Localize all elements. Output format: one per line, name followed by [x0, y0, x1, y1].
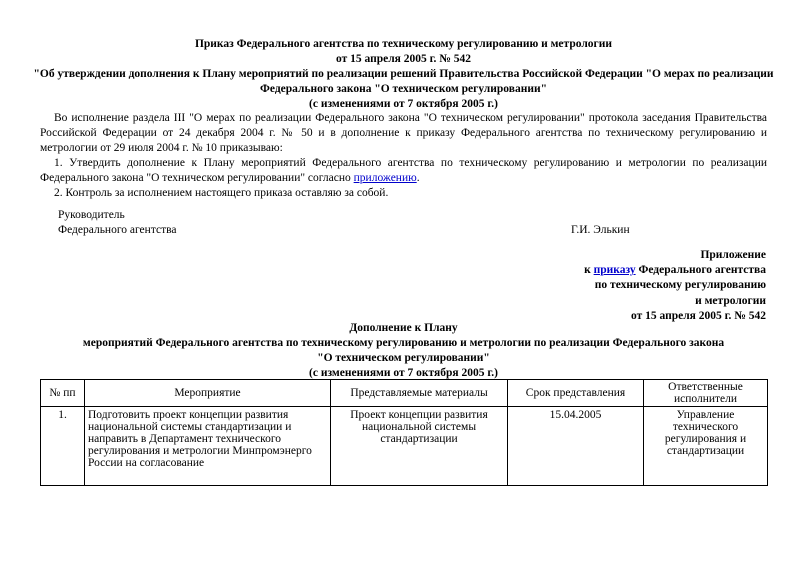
- signature-role-line-1: Руководитель: [58, 209, 125, 221]
- appendix-ref-date: от 15 апреля 2005 г. № 542: [630, 309, 766, 322]
- plan-title-line-3: "О техническом регулировании": [317, 352, 490, 364]
- plan-title-line-1: Дополнение к Плану: [349, 322, 458, 334]
- body-paragraph-1: Во исполнение раздела III "О мерах по реализации Федерального закона "О техническом регулировании" протокола заседания Правительства Российской Федерации от 24 декабря 2004 г. № 50 и в дополнение к приказу Федерального агентства по техническому регулированию и метрологии от 29 июля 2004 г. № 10 приказываю:: [40, 112, 767, 154]
- title-line: Приказ Федерального агентства по техническому регулированию и метрологии: [194, 38, 613, 50]
- header-number: № пп: [41, 380, 85, 407]
- table-row: [41, 407, 768, 486]
- title-subject-line: "Об утверждении дополнения к Плану мероприятий по реализации решений Правительства Российской Федерации "О мерах по реализации: [33, 68, 774, 80]
- appendix-link[interactable]: приложению: [353, 172, 417, 184]
- header-deadline: Срок представления: [508, 380, 644, 407]
- cell-materials: Проект концепции развития национальной системы стандартизации: [331, 407, 508, 486]
- header-responsible: Ответственные исполнители: [644, 380, 768, 407]
- appendix-ref-line: [584, 263, 766, 278]
- header-activity: Мероприятие: [85, 380, 331, 407]
- title-date-line: от 15 апреля 2005 г. № 542: [335, 53, 471, 65]
- plan-title-line-4: (с изменениями от 7 октября 2005 г.): [309, 367, 498, 379]
- header-materials: Представляемые материалы: [331, 380, 508, 407]
- body-paragraph-3: 2. Контроль за исполнением настоящего приказа оставляю за собой.: [54, 187, 389, 199]
- cell-deadline: 15.04.2005: [508, 407, 644, 486]
- body-paragraph-2-text: 1. Утвердить дополнение к Плану мероприятий Федерального агентства по техническому регулированию и метрологии по реализации Федерального закона "О техническом регулировании" согласно: [40, 157, 767, 184]
- title-amendments-line: (с изменениями от 7 октября 2005 г.): [309, 98, 498, 110]
- cell-activity: Подготовить проект концепции развития национальной системы стандартизации и направить в Департамент технического регулирования и метрологии Минпромэнерго России на согласование: [85, 407, 331, 486]
- signatory-name: Г.И. Элькин: [571, 224, 630, 236]
- appendix-ref-prefix: к: [584, 264, 594, 277]
- document-body: [40, 111, 767, 201]
- appendix-ref-line-4: и метрологии: [695, 294, 766, 307]
- plan-table: [40, 379, 768, 486]
- signature-role-text: Федерального агентства: [58, 224, 177, 236]
- appendix-ref-suffix: Федерального агентства: [635, 264, 766, 277]
- cell-responsible: Управление технического регулирования и стандартизации: [644, 407, 768, 486]
- body-paragraph-2-end: .: [416, 172, 420, 184]
- body-paragraph-2: [40, 156, 767, 186]
- cell-number: 1.: [41, 407, 85, 486]
- signature-block: [58, 208, 758, 238]
- document-title: [20, 37, 787, 112]
- order-link[interactable]: приказу: [593, 264, 636, 277]
- appendix-label: Приложение: [700, 249, 766, 261]
- plan-title-line-2: мероприятий Федерального агентства по техническому регулированию и метрологии по реализации Федерального закона: [82, 337, 725, 349]
- table-header-row: [41, 380, 768, 407]
- signature-role-line-2: [58, 223, 758, 238]
- plan-title: [20, 321, 787, 381]
- appendix-header: [584, 248, 766, 324]
- appendix-ref-line-3: по техническому регулированию: [594, 279, 766, 292]
- title-subject-line-2: Федерального закона "О техническом регулировании": [260, 83, 547, 95]
